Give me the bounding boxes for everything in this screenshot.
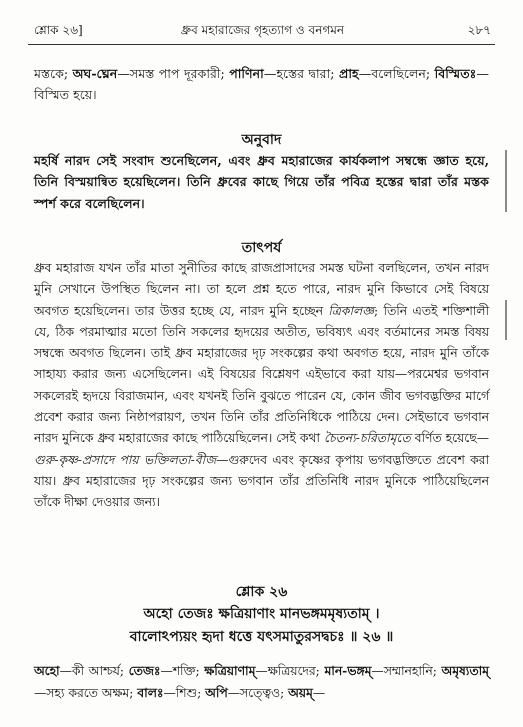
synonym-term: মস্তকে;: [34, 66, 73, 81]
synonym-term: বিস্মিতঃ: [434, 66, 477, 81]
synonym-definition: —বলেছিলেন;: [358, 66, 435, 81]
synonym-definition: —কী আশ্চর্য;: [59, 664, 129, 678]
margin-mark: [505, 300, 507, 340]
purport-segment: —গুরুদেব এবং কৃষ্ণের কৃপায় ভগবদ্ভক্তিতে প্রবেশ করা যায়। ধ্রুব মহারাজের দৃঢ় সংকল্পের জন্য ভগবান তাঁর প্রতিনিধি নারদ মুনিকে পাঠিয়েছিলেন তাঁকে দীক্ষা দেওয়ার জন্য।: [34, 452, 490, 510]
synonym-term: তেজঃ: [128, 663, 161, 678]
synonym-term: অমৃষ্যতাম্: [441, 663, 489, 678]
purport-text: [34, 258, 489, 514]
synonym-term: অয়ম্: [288, 685, 313, 701]
synonym-term: বালঃ: [137, 685, 164, 701]
synonym-definition: —হস্তের দ্বারা;: [263, 66, 339, 81]
synonym-definition: —ক্ষত্রিয়দের;: [255, 664, 325, 678]
synonym-definition: —বিস্মিত হয়ে।: [34, 66, 489, 103]
synonym-definition: —সত্ত্বেও;: [227, 686, 289, 701]
synonym-term: পাণিনা: [229, 66, 264, 81]
synonym-definition: —সহ্য করতে অক্ষম;: [34, 686, 138, 701]
page-number: ২৮৭: [467, 23, 491, 37]
header-chapter-title: ধ্রুব মহারাজের গৃহত্যাগ ও বনগমন: [180, 23, 345, 37]
purport-italic-quote: গুরু-কৃষ্ণ-প্রসাদে পায় ভক্তিলতা-বীজ: [34, 452, 217, 467]
synonym-definition: —সম্মানহানি;: [371, 664, 442, 678]
synonym-definition: —: [312, 686, 326, 701]
translation-text: মহর্ষি নারদ সেই সংবাদ শুনেছিলেন, এবং ধ্রুব মহারাজের কার্যকলাপ সম্বন্ধে জ্ঞাত হয়ে, তিনি বিস্ময়ান্বিত হয়েছিলেন। তিনি ধ্রুবের কাছে গিয়ে তাঁর পবিত্র হস্তের দ্বারা তাঁর মস্তক স্পর্শ করে বলেছিলেন।: [34, 153, 489, 211]
verse-line-2: বালোঽপ্যয়ং হৃদা ধত্তে যৎসমাতুরসদ্বচঃ ॥ ২৬ ॥: [129, 629, 394, 645]
translation-heading: অনুবাদ: [241, 132, 282, 148]
purport-segment: ; তিনি এতই শক্তিশালী যে, ঠিক পরমাত্মার মতো তিনি সকলের হৃদয়ের অতীত, ভবিষ্যৎ এবং বর্তমানের সমস্ত বিষয় সম্বন্ধে অবগত ছিলেন। তাই ধ্রুব মহারাজের দৃঢ় সংকল্পের কথা অবগত হয়ে, নারদ মুনি তাঁকে সাহায্য করার জন্য এসেছিলেন। এই বিষয়ের বিশ্লেষণ এইভাবে করা যায়—পরমেশ্বর ভগবান সকলেরই হৃদয়ে বিরাজমান, এবং যখনই তিনি বুঝতে পারেন যে, কোন জীব ভগবদ্ভক্তির মার্গে প্রবেশ করার জন্য নিষ্ঠাপরায়ণ, তখন তিনি তাঁর প্রতিনিধিকে পাঠিয়ে দেন। সেইভাবে ভগবান নারদ মুনিকে ধ্রুব মহারাজের কাছে পাঠিয়েছিলেন। সেই কথা: [34, 303, 489, 446]
margin-mark: [505, 150, 507, 212]
synonym-definition: —শিশু;: [163, 686, 206, 701]
verse-line-1: অহো তেজঃ ক্ষত্রিয়াণাং মানভঙ্গমমৃষ্যতাম্ ।: [143, 606, 380, 622]
synonym-term: ক্ষত্রিয়াণাম্: [204, 663, 256, 678]
synonyms-verse-26: [34, 660, 489, 705]
header-verse-ref: শ্লোক ২৬]: [34, 23, 83, 37]
synonym-term: অঘ-ঘ্নেন: [72, 66, 118, 81]
synonym-term: অহো: [34, 663, 60, 678]
purport-italic-term: চৈতন্য-চরিতামৃতে: [323, 431, 411, 446]
synonym-term: প্রাহ: [338, 66, 359, 81]
synonyms-continued: [34, 63, 489, 106]
purport-heading: তাৎপর্য: [241, 240, 282, 256]
synonym-term: অপি: [205, 685, 228, 701]
synonym-definition: —শক্তি;: [160, 664, 205, 678]
synonym-definition: —সমস্ত পাপ দূরকারী;: [117, 66, 230, 81]
purport-segment: বর্ণিত হয়েছে—: [410, 431, 489, 446]
purport-italic-term: ত্রিকালজ্ঞ: [328, 303, 374, 318]
synonym-term: মান-ভঙ্গম্: [324, 663, 372, 678]
header-rule: [28, 44, 495, 45]
verse-heading: শ্লোক ২৬: [235, 584, 288, 600]
purport-segment: ধ্রুব মহারাজ যখন তাঁর মাতা সুনীতির কাছে রাজপ্রাসাদের সমস্ত ঘটনা বলছিলেন, তখন নারদ মুনি সেখানে উপস্থিত ছিলেন না। তা হলে প্রশ্ন হতে পারে, নারদ মুনি কিভাবে সেই বিষয়ে অবগত হয়েছিলেন। তার উত্তর হচ্ছে যে, নারদ মুনি হচ্ছেন: [34, 261, 489, 318]
running-header: [34, 22, 491, 40]
